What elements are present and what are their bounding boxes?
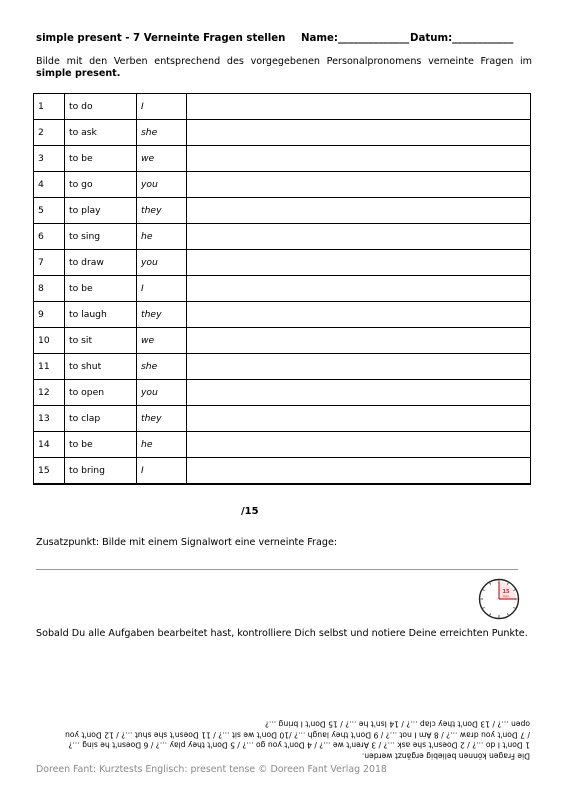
row-verb: to laugh <box>65 302 137 328</box>
table-row <box>34 458 531 484</box>
row-answer-field[interactable] <box>187 328 531 354</box>
row-number: 12 <box>34 380 65 406</box>
row-answer-field[interactable] <box>187 172 531 198</box>
row-answer-field[interactable] <box>187 198 531 224</box>
table-row <box>34 380 531 406</box>
row-verb: to open <box>65 380 137 406</box>
row-verb: to bring <box>65 458 137 484</box>
row-number: 1 <box>34 94 65 120</box>
row-answer-field[interactable] <box>187 354 531 380</box>
table-row <box>34 198 531 224</box>
answer-line[interactable] <box>36 569 518 570</box>
row-number: 6 <box>34 224 65 250</box>
row-answer-field[interactable] <box>187 120 531 146</box>
row-verb: to play <box>65 198 137 224</box>
table-row <box>34 302 531 328</box>
row-answer-field[interactable] <box>187 302 531 328</box>
row-verb: to sing <box>65 224 137 250</box>
answer-line-1: 1 Don't I do ...? / 2 Doesn't she ask ...? / 3 Aren't we ...? / 4 Don't you go ...? / 5 Don't they play ...? / 6 Doesn't he sing ...? <box>68 740 530 750</box>
row-number: 8 <box>34 276 65 302</box>
row-pronoun: he <box>137 224 187 250</box>
table-row <box>34 172 531 198</box>
clock-minutes: 15 <box>502 589 510 595</box>
row-pronoun: he <box>137 432 187 458</box>
row-pronoun: they <box>137 302 187 328</box>
table-row <box>34 146 531 172</box>
table-row <box>34 94 531 120</box>
row-answer-field[interactable] <box>187 432 531 458</box>
row-pronoun: I <box>137 458 187 484</box>
row-answer-field[interactable] <box>187 406 531 432</box>
exercise-table <box>33 93 531 485</box>
table-row <box>34 120 531 146</box>
table-row <box>34 328 531 354</box>
table-row <box>34 250 531 276</box>
row-number: 14 <box>34 432 65 458</box>
row-pronoun: we <box>137 328 187 354</box>
row-answer-field[interactable] <box>187 276 531 302</box>
row-answer-field[interactable] <box>187 250 531 276</box>
instructions-bold: simple present. <box>36 68 121 79</box>
row-number: 15 <box>34 458 65 484</box>
table-row <box>34 354 531 380</box>
row-number: 4 <box>34 172 65 198</box>
clock-unit: min <box>502 594 510 599</box>
row-number: 5 <box>34 198 65 224</box>
extra-task: Zusatzpunkt: Bilde mit einem Signalwort eine verneinte Frage: <box>36 537 338 548</box>
row-verb: to be <box>65 432 137 458</box>
instructions-text: Bilde mit den Verben entsprechend des vorgegebenen Personalpronomens verneinte Fragen im <box>36 56 532 67</box>
row-pronoun: I <box>137 94 187 120</box>
row-pronoun: she <box>137 354 187 380</box>
row-verb: to be <box>65 146 137 172</box>
row-answer-field[interactable] <box>187 458 531 484</box>
row-pronoun: they <box>137 198 187 224</box>
row-verb: to do <box>65 94 137 120</box>
row-answer-field[interactable] <box>187 94 531 120</box>
row-verb: to be <box>65 276 137 302</box>
timer-clock-icon <box>478 578 520 620</box>
worksheet-title <box>36 33 514 44</box>
row-number: 9 <box>34 302 65 328</box>
row-verb: to go <box>65 172 137 198</box>
score-total: /15 <box>241 506 259 517</box>
table-row <box>34 432 531 458</box>
row-pronoun: she <box>137 120 187 146</box>
row-number: 3 <box>34 146 65 172</box>
row-pronoun: I <box>137 276 187 302</box>
table-row <box>34 224 531 250</box>
answer-line-2: / 7 Don't you draw ...? / 8 Am I not ...? / 9 Don't they laugh ...? /10 Don't we sit ...? / 11 Doesn't she shut ...? / 12 Don't you <box>65 730 530 740</box>
row-answer-field[interactable] <box>187 380 531 406</box>
row-pronoun: we <box>137 146 187 172</box>
row-pronoun: you <box>137 250 187 276</box>
name-blank[interactable]: ______________ <box>337 33 410 44</box>
instructions <box>36 56 532 80</box>
answer-line-0: Die Fragen können beliebig ergänzt werden. <box>361 751 530 761</box>
row-number: 10 <box>34 328 65 354</box>
date-field <box>410 33 513 44</box>
table-row <box>34 276 531 302</box>
row-number: 11 <box>34 354 65 380</box>
date-blank[interactable]: ____________ <box>452 33 514 44</box>
table-row <box>34 406 531 432</box>
row-verb: to shut <box>65 354 137 380</box>
title-text: simple present - 7 Verneinte Fragen stellen <box>36 33 286 44</box>
row-number: 7 <box>34 250 65 276</box>
row-verb: to sit <box>65 328 137 354</box>
answer-line-3: open ...? / 13 Don't they clap ...? / 14 Isn't he ...? / 15 Don't I bring ...? <box>264 719 530 729</box>
row-number: 13 <box>34 406 65 432</box>
row-pronoun: you <box>137 172 187 198</box>
upside-down-answers <box>34 718 530 760</box>
date-label: Datum: <box>410 33 453 44</box>
footer-credit: Doreen Fant: Kurztests Englisch: present tense © Doreen Fant Verlag 2018 <box>36 764 387 775</box>
row-answer-field[interactable] <box>187 146 531 172</box>
row-verb: to clap <box>65 406 137 432</box>
row-verb: to ask <box>65 120 137 146</box>
row-pronoun: they <box>137 406 187 432</box>
row-verb: to draw <box>65 250 137 276</box>
self-check-note: Sobald Du alle Aufgaben bearbeitet hast, kontrolliere Dich selbst und notiere Deine erreichten Punkte. <box>36 628 528 639</box>
row-number: 2 <box>34 120 65 146</box>
row-answer-field[interactable] <box>187 224 531 250</box>
row-pronoun: you <box>137 380 187 406</box>
name-label: Name: <box>300 33 338 44</box>
